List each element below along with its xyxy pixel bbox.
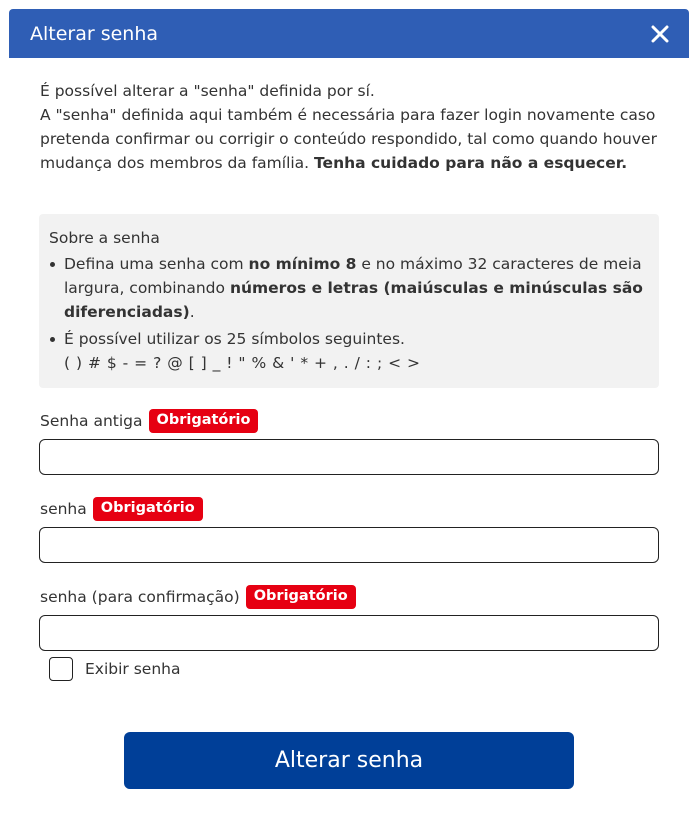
required-badge: Obrigatório bbox=[246, 585, 356, 609]
rules-title: Sobre a senha bbox=[49, 229, 160, 247]
intro-warning: Tenha cuidado para não a esquecer. bbox=[314, 154, 628, 172]
rule-symbols-text: É possível utilizar os 25 símbolos seguintes. bbox=[64, 330, 405, 348]
show-password-checkbox[interactable] bbox=[49, 657, 73, 681]
rule-length bbox=[49, 252, 649, 324]
rule-length-end: . bbox=[189, 303, 195, 321]
confirm-password-label bbox=[40, 585, 356, 609]
rule-length-text-mid: e no máximo 32 caracteres de meia largura, combinando bbox=[64, 255, 642, 297]
show-password-label: Exibir senha bbox=[85, 660, 181, 678]
rules-list bbox=[49, 252, 649, 375]
rule-symbols bbox=[49, 327, 649, 375]
dialog-title: Alterar senha bbox=[30, 22, 159, 45]
rule-length-composition: números e letras (maiúsculas e minúsculas são diferenciadas) bbox=[64, 279, 643, 321]
intro-line2-text: A "senha" definida aqui também é necessária para fazer login novamente caso pretenda confirmar ou corrigir o conteúdo respondido, tal como quando houver mudança dos membros da família. bbox=[40, 106, 657, 172]
password-label bbox=[40, 497, 203, 521]
rule-symbols-list: ( ) # $ - = ? @ [ ] _ ! " % & ' * + , . / : ; < > bbox=[64, 354, 421, 372]
required-badge: Obrigatório bbox=[149, 409, 259, 433]
confirm-password-input[interactable] bbox=[39, 615, 659, 651]
password-rules-box bbox=[39, 214, 659, 388]
password-label-text: senha bbox=[40, 500, 87, 518]
old-password-label-text: Senha antiga bbox=[40, 412, 143, 430]
intro-text bbox=[40, 79, 660, 175]
close-icon[interactable] bbox=[651, 25, 669, 43]
rule-length-text: Defina uma senha com bbox=[64, 255, 249, 273]
change-password-button[interactable]: Alterar senha bbox=[124, 732, 574, 789]
confirm-password-label-text: senha (para confirmação) bbox=[40, 588, 240, 606]
old-password-label bbox=[40, 409, 258, 433]
show-password-toggle[interactable] bbox=[49, 657, 180, 681]
dialog-header bbox=[9, 9, 689, 58]
required-badge: Obrigatório bbox=[93, 497, 203, 521]
intro-line2 bbox=[40, 103, 660, 175]
intro-line1: É possível alterar a "senha" definida por sí. bbox=[40, 82, 375, 100]
rule-length-min: no mínimo 8 bbox=[248, 255, 357, 273]
old-password-input[interactable] bbox=[39, 439, 659, 475]
new-password-input[interactable] bbox=[39, 527, 659, 563]
